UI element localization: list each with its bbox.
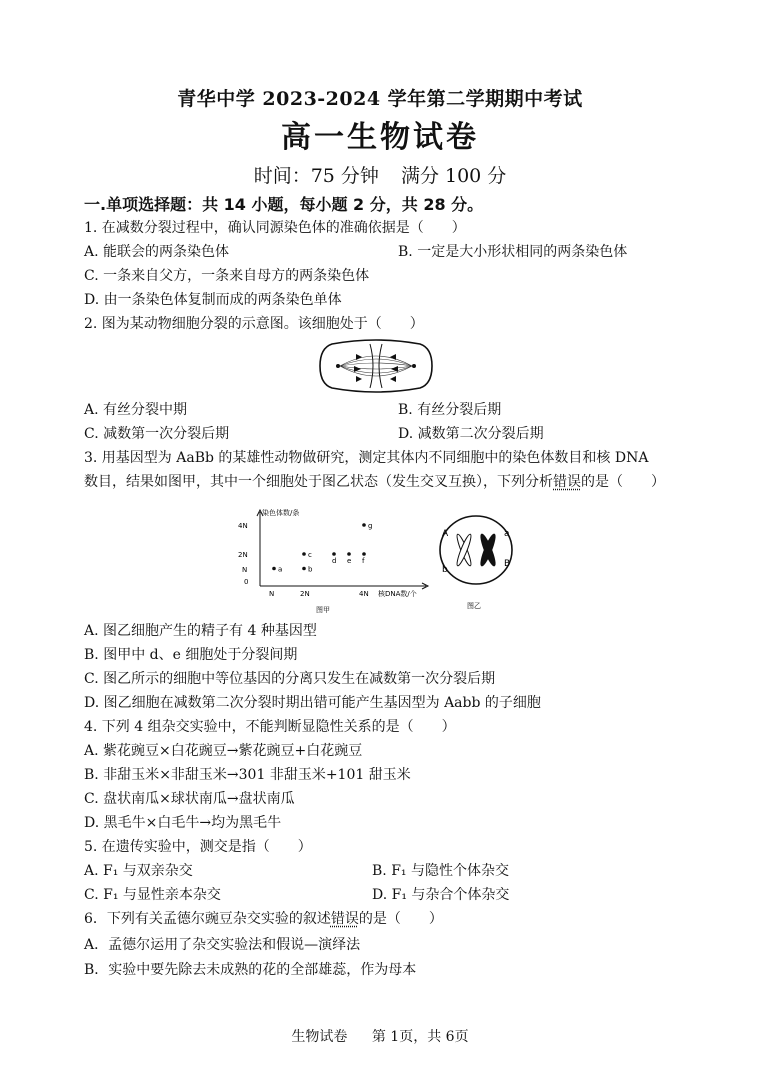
- option: C. 图乙所示的细胞中等位基因的分离只发生在减数第一次分裂后期: [84, 671, 496, 687]
- option: C. 盘状南瓜×球状南瓜→盘状南瓜: [84, 791, 295, 807]
- exam-meta: [0, 161, 760, 188]
- figure-jia-xlabel: 核DNA数/个: [378, 590, 417, 598]
- option: A. 有丝分裂中期: [84, 402, 188, 418]
- data-point-f: [362, 552, 366, 556]
- data-point-e: [347, 552, 351, 556]
- x-tick-label: 4N: [359, 590, 369, 598]
- option: B．实验中要先除去未成熟的花的全部雄蕊，作为母本: [84, 962, 417, 978]
- data-point-c: [302, 552, 306, 556]
- footer-subject: 生物试卷: [291, 1029, 348, 1045]
- option: A. F₁ 与双亲杂交: [84, 863, 193, 879]
- question-stem: 6．下列有关孟德尔豌豆杂交实验的叙述错误的是（ ）: [84, 911, 443, 927]
- y-tick-label: N: [242, 566, 248, 574]
- option: A. 图乙细胞产生的精子有 4 种基因型: [84, 623, 317, 639]
- x-tick-label: 2N: [300, 590, 310, 598]
- data-point-d: [332, 552, 336, 556]
- question-stem: 3. 用基因型为 AaBb 的某雄性动物做研究，测定其体内不同细胞中的染色体数目和核 DNA 数目，结果如图甲，其中一个细胞处于图乙状态（发生交叉互换），下列分析错误的是（ ）: [84, 450, 665, 490]
- option: C. 减数第一次分裂后期: [84, 426, 230, 442]
- emphasis-text: 错误: [330, 911, 359, 927]
- option: B. 图甲中 d、e 细胞处于分裂间期: [84, 647, 298, 663]
- option: D. 图乙细胞在减数第二次分裂时期出错可能产生基因型为 Aabb 的子细胞: [84, 695, 541, 711]
- question-stem: 2. 图为某动物细胞分裂的示意图。该细胞处于（ ）: [84, 316, 424, 332]
- option: D. F₁ 与杂合个体杂交: [372, 887, 510, 903]
- figure-yi-caption: 图乙: [467, 602, 481, 610]
- y-tick-label: 0: [244, 578, 249, 586]
- data-point-label: c: [308, 551, 312, 559]
- question-stem: 1. 在减数分裂过程中，确认同源染色体的准确依据是（ ）: [84, 220, 466, 236]
- data-point-label: b: [308, 565, 313, 574]
- option: B. 有丝分裂后期: [398, 402, 502, 418]
- question-stem: 5. 在遗传实验中，测交是指（ ）: [84, 839, 312, 855]
- option: C. 一条来自父方，一条来自母方的两条染色体: [84, 268, 370, 284]
- data-point-label: a: [278, 565, 283, 574]
- footer-page-number: 第 1页，共 6页: [371, 1029, 469, 1045]
- figure-jia-caption: 图甲: [316, 606, 330, 614]
- y-tick-label: 2N: [238, 551, 248, 559]
- page-footer: [0, 1026, 760, 1046]
- option: A. 紫花豌豆×白花豌豆→紫花豌豆+白花豌豆: [84, 743, 363, 759]
- emphasis-text: 错误: [553, 474, 581, 490]
- x-tick-label: N: [269, 590, 275, 598]
- data-point-b: [302, 567, 306, 571]
- gene-label: a: [504, 529, 510, 539]
- option: B. 一定是大小形状相同的两条染色体: [398, 244, 628, 260]
- data-point-g: [362, 523, 366, 527]
- figure-jia-ylabel: 染色体数/条: [262, 509, 300, 517]
- option: D. 减数第二次分裂后期: [398, 426, 544, 442]
- subject-title: 高一生物试卷: [281, 120, 479, 155]
- figure-jia-chart: [228, 504, 436, 616]
- option: B. F₁ 与隐性个体杂交: [372, 863, 509, 879]
- data-point-label: g: [368, 522, 373, 530]
- cell-division-figure: [318, 338, 434, 394]
- option: C. F₁ 与显性亲本杂交: [84, 887, 221, 903]
- option: D. 由一条染色体复制而成的两条染色单体: [84, 292, 342, 308]
- data-point-label: e: [347, 557, 352, 565]
- question-stem: 4. 下列 4 组杂交实验中，不能判断显隐性关系的是（ ）: [84, 719, 456, 735]
- school-title: 青华中学 2023-2024 学年第二学期期中考试: [177, 88, 583, 110]
- data-point-a: [272, 567, 276, 571]
- option: A．孟德尔运用了杂交实验法和假说—演绎法: [84, 937, 361, 953]
- option: A. 能联会的两条染色体: [84, 244, 230, 260]
- section-title: 一.单项选择题：共 14 小题，每小题 2 分，共 28 分。: [84, 195, 484, 214]
- data-point-label: f: [362, 557, 365, 565]
- gene-label: A: [442, 529, 449, 539]
- option: B. 非甜玉米×非甜玉米→301 非甜玉米+101 甜玉米: [84, 767, 411, 783]
- exam-score: 满分 100 分: [400, 165, 507, 187]
- exam-time: 时间：75 分钟: [253, 165, 379, 187]
- data-point-label: d: [332, 557, 337, 565]
- option: D. 黑毛牛×白毛牛→均为黑毛牛: [84, 815, 282, 831]
- y-tick-label: 4N: [238, 522, 248, 530]
- gene-label: b: [442, 565, 448, 575]
- gene-label: B: [504, 559, 511, 569]
- figure-yi-cell: [434, 510, 520, 612]
